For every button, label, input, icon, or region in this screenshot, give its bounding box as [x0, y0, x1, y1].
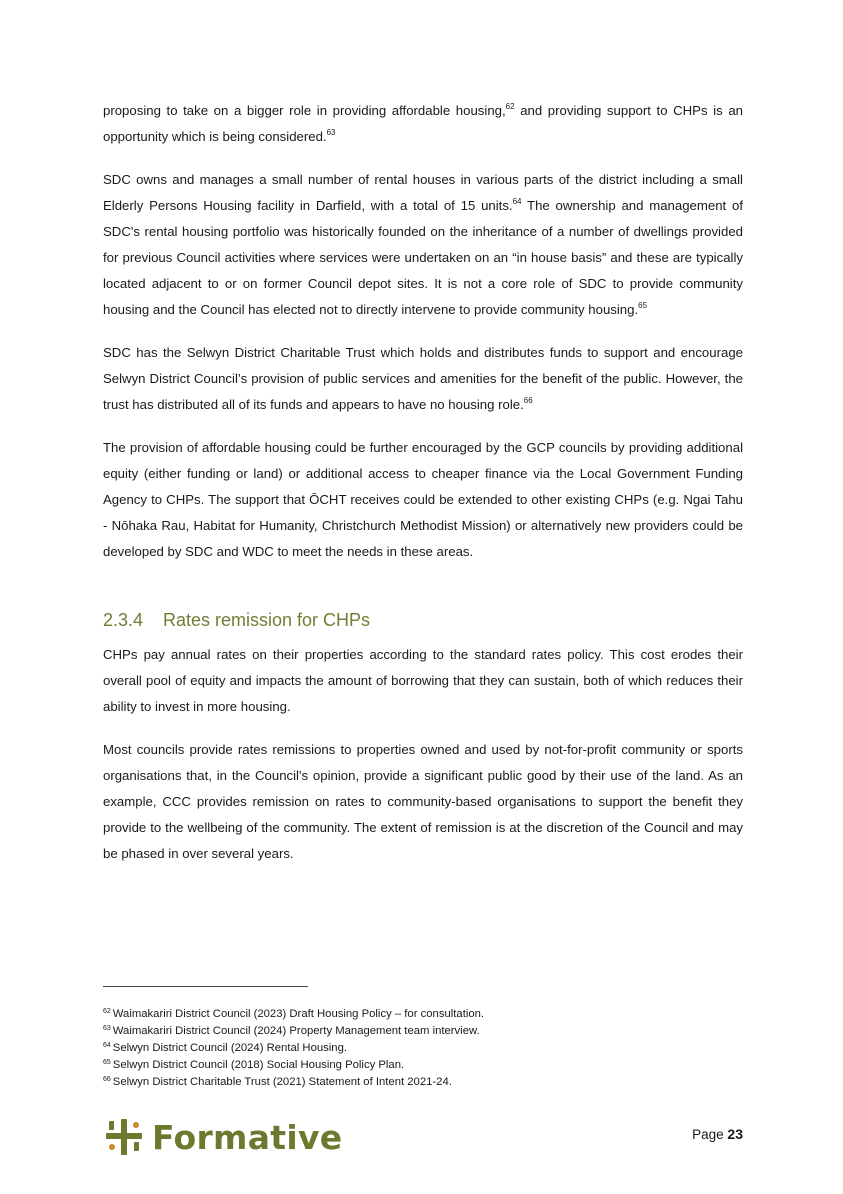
paragraph: [103, 98, 743, 150]
footnote: [103, 1023, 743, 1040]
footnote-ref[interactable]: 62: [505, 102, 515, 111]
paragraph: [103, 340, 743, 418]
footnote-number: 62: [103, 1008, 111, 1015]
paragraph-text: Most councils provide rates remissions to properties owned and used by not-for-profit community or sports organisations that, in the Council's opinion, provide a significant public good by their use of the land. As an example, CCC provides remission on rates to community-based organisations to support the benefit they provide to the wellbeing of the community. The extent of remission is at the discretion of the Council and may be phased in over several years.: [103, 742, 743, 861]
formative-logo: [104, 1116, 342, 1158]
footnote-ref[interactable]: 65: [638, 301, 648, 310]
page-number-value: 23: [727, 1126, 743, 1142]
paragraph: [103, 167, 743, 323]
footnotes: [103, 1006, 743, 1091]
footnote-divider: [103, 986, 308, 987]
footnote-text: Waimakariri District Council (2023) Draft Housing Policy – for consultation.: [112, 1008, 485, 1020]
footnote-number: 63: [103, 1025, 111, 1032]
paragraph-text: CHPs pay annual rates on their properties according to the standard rates policy. This cost erodes their overall pool of equity and impacts the amount of borrowing that they can sustain, both of which reduces their ability to invest in more housing.: [103, 647, 743, 714]
section-heading: [103, 607, 370, 633]
paragraph-text: SDC owns and manages a small number of rental houses in various parts of the district including a small Elderly Persons Housing facility in Darfield, with a total of 15 units.: [103, 172, 743, 213]
body-bottom: [103, 642, 743, 884]
section-title: Rates remission for CHPs: [163, 610, 371, 630]
page-number: [692, 1126, 743, 1142]
footnote: [103, 1057, 743, 1074]
paragraph-text: proposing to take on a bigger role in providing affordable housing,: [103, 103, 506, 118]
paragraph: [103, 642, 743, 720]
paragraph-text: The ownership and management of SDC's rental housing portfolio was historically founded on the inheritance of a number of dwellings provided for previous Council activities where services were undertaken on an “in house basis” and these are typically located adjacent to or on former Council depot sites. It is not a core role of SDC to provide community housing and the Council has elected not to directly intervene to provide community housing.: [103, 198, 743, 317]
paragraph: [103, 435, 743, 565]
footnote-text: Selwyn District Council (2018) Social Housing Policy Plan.: [112, 1059, 405, 1071]
paragraph-text: SDC has the Selwyn District Charitable Trust which holds and distributes funds to support and encourage Selwyn District Council’s provision of public services and amenities for the benefit of the public. However, the trust has distributed all of its funds and appears to have no housing role.: [103, 345, 743, 412]
page-label: Page: [692, 1127, 724, 1142]
paragraph-text: and providing support to CHPs is an opportunity which is being considered.: [103, 103, 743, 144]
footnote: [103, 1074, 743, 1091]
paragraph-text: The provision of affordable housing could be further encouraged by the GCP councils by providing additional equity (either funding or land) or additional access to cheaper finance via the Local Government Funding Agency to CHPs. The support that ŌCHT receives could be extended to other existing CHPs (e.g. Ngai Tahu - Nōhaka Rau, Habitat for Humanity, Christchurch Methodist Mission) or alternatively new providers could be developed by SDC and WDC to meet the needs in these areas.: [103, 440, 743, 559]
footnote: [103, 1040, 743, 1057]
footnote-text: Selwyn District Charitable Trust (2021) Statement of Intent 2021-24.: [112, 1076, 452, 1088]
footnote-text: Selwyn District Council (2024) Rental Housing.: [112, 1042, 347, 1054]
footnote-number: 64: [103, 1042, 111, 1049]
logo-wordmark: Formative: [152, 1117, 343, 1157]
footnote-text: Waimakariri District Council (2024) Property Management team interview.: [112, 1025, 480, 1037]
section-number: 2.3.4: [103, 610, 144, 630]
formative-mark-icon: [104, 1117, 144, 1157]
body-top: [103, 98, 743, 582]
paragraph: [103, 737, 743, 867]
footnote-number: 65: [103, 1059, 111, 1066]
footnote-ref[interactable]: 66: [523, 396, 533, 405]
footnote-number: 66: [103, 1076, 111, 1083]
footnote: [103, 1006, 743, 1023]
footnote-ref[interactable]: 63: [326, 128, 336, 137]
footnote-ref[interactable]: 64: [512, 197, 522, 206]
